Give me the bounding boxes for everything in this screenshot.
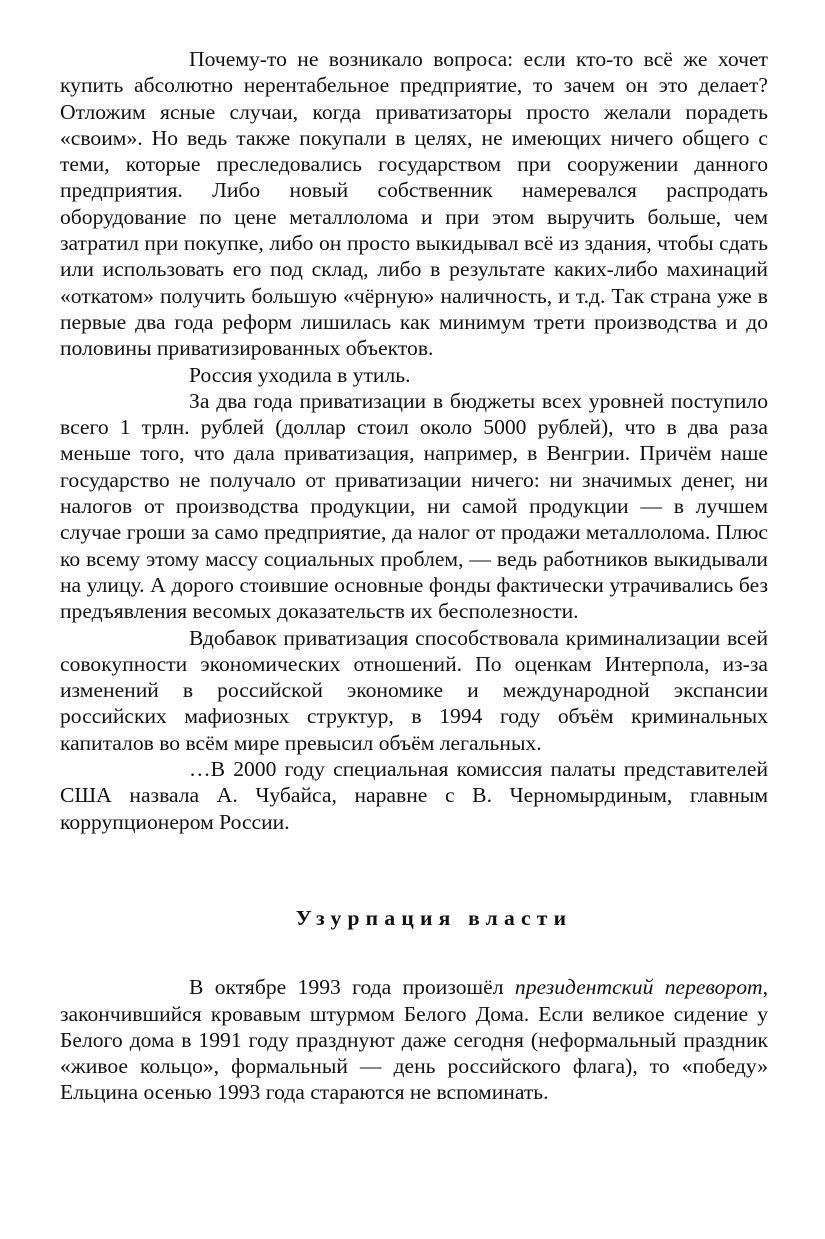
section-spacer xyxy=(60,835,768,861)
paragraph-privatization-motives: Почему-то не возникало вопроса: если кто-то всё же хочет купить абсолютно нерентабельное предприятие, то зачем он это делает? Отложим ясные случаи, когда приватизаторы просто желали порадеть «своим». Но ведь также покупали в целях, не имеющих ничего общего с теми, которые преследовались государством при сооружении данного предприятия. Либо новый собственник намеревался распродать оборудование по цене металлолома и при этом выручить больше, чем затратил при покупке, либо он просто выкидывал всё из здания, чтобы сдать или использовать его под склад, либо в результате каких-либо махинаций «откатом» получить большую «чёрную» наличность, и т.д. Так страна уже в первые два года реформ лишилась как минимум трети производства и до половины приватизированных объектов. xyxy=(60,47,768,361)
document-page xyxy=(60,46,768,1106)
emphasized-term: президентский переворот xyxy=(514,975,763,1000)
paragraph-russia-scrapped: Россия уходила в утиль. xyxy=(189,362,411,387)
paragraph-october-1993 xyxy=(60,974,768,1105)
paragraph-us-commission: …В 2000 году специальная комиссия палаты представителей США назвала А. Чубайса, наравне с В. Черномырдиным, главным коррупционером России. xyxy=(60,757,768,834)
paragraph-tail-text: , закончившийся кровавым штурмом Белого Дома. Если великое сидение у Белого дома в 1991 году празднуют даже сегодня (неформальный праздник «живое кольцо», формальный — день российского флага), то «победу» Ельцина осенью 1993 года стараются не вспоминать. xyxy=(60,975,768,1105)
paragraph-budget-revenue: За два года приватизации в бюджеты всех уровней поступило всего 1 трлн. рублей (доллар стоил около 5000 рублей), что в два раза меньше того, что дала приватизация, например, в Венгрии. Причём наше государство не получало от приватизации ничего: ни значимых денег, ни налогов от производства продукции, ни самой продукции — в лучшем случае гроши за само предприятие, да налог от продажи металлолома. Плюс ко всему этому массу социальных проблем, — ведь работников выкидывали на улицу. А дорого стоившие основные фонды фактически утрачивались без предъявления весомых доказательств их бесполезности. xyxy=(60,388,768,624)
paragraph-criminalization: Вдобавок приватизация способствовала криминализации всей совокупности экономических отношений. По оценкам Интерпола, из-за изменений в российской экономике и международной экспансии российских мафиозных структур, в 1994 году объём криминальных капиталов во всём мире превысил объём легальных. xyxy=(60,625,768,755)
section-heading: Узурпация власти xyxy=(295,905,573,930)
paragraph-lead-text: В октябре 1993 года произошёл xyxy=(189,975,515,1000)
